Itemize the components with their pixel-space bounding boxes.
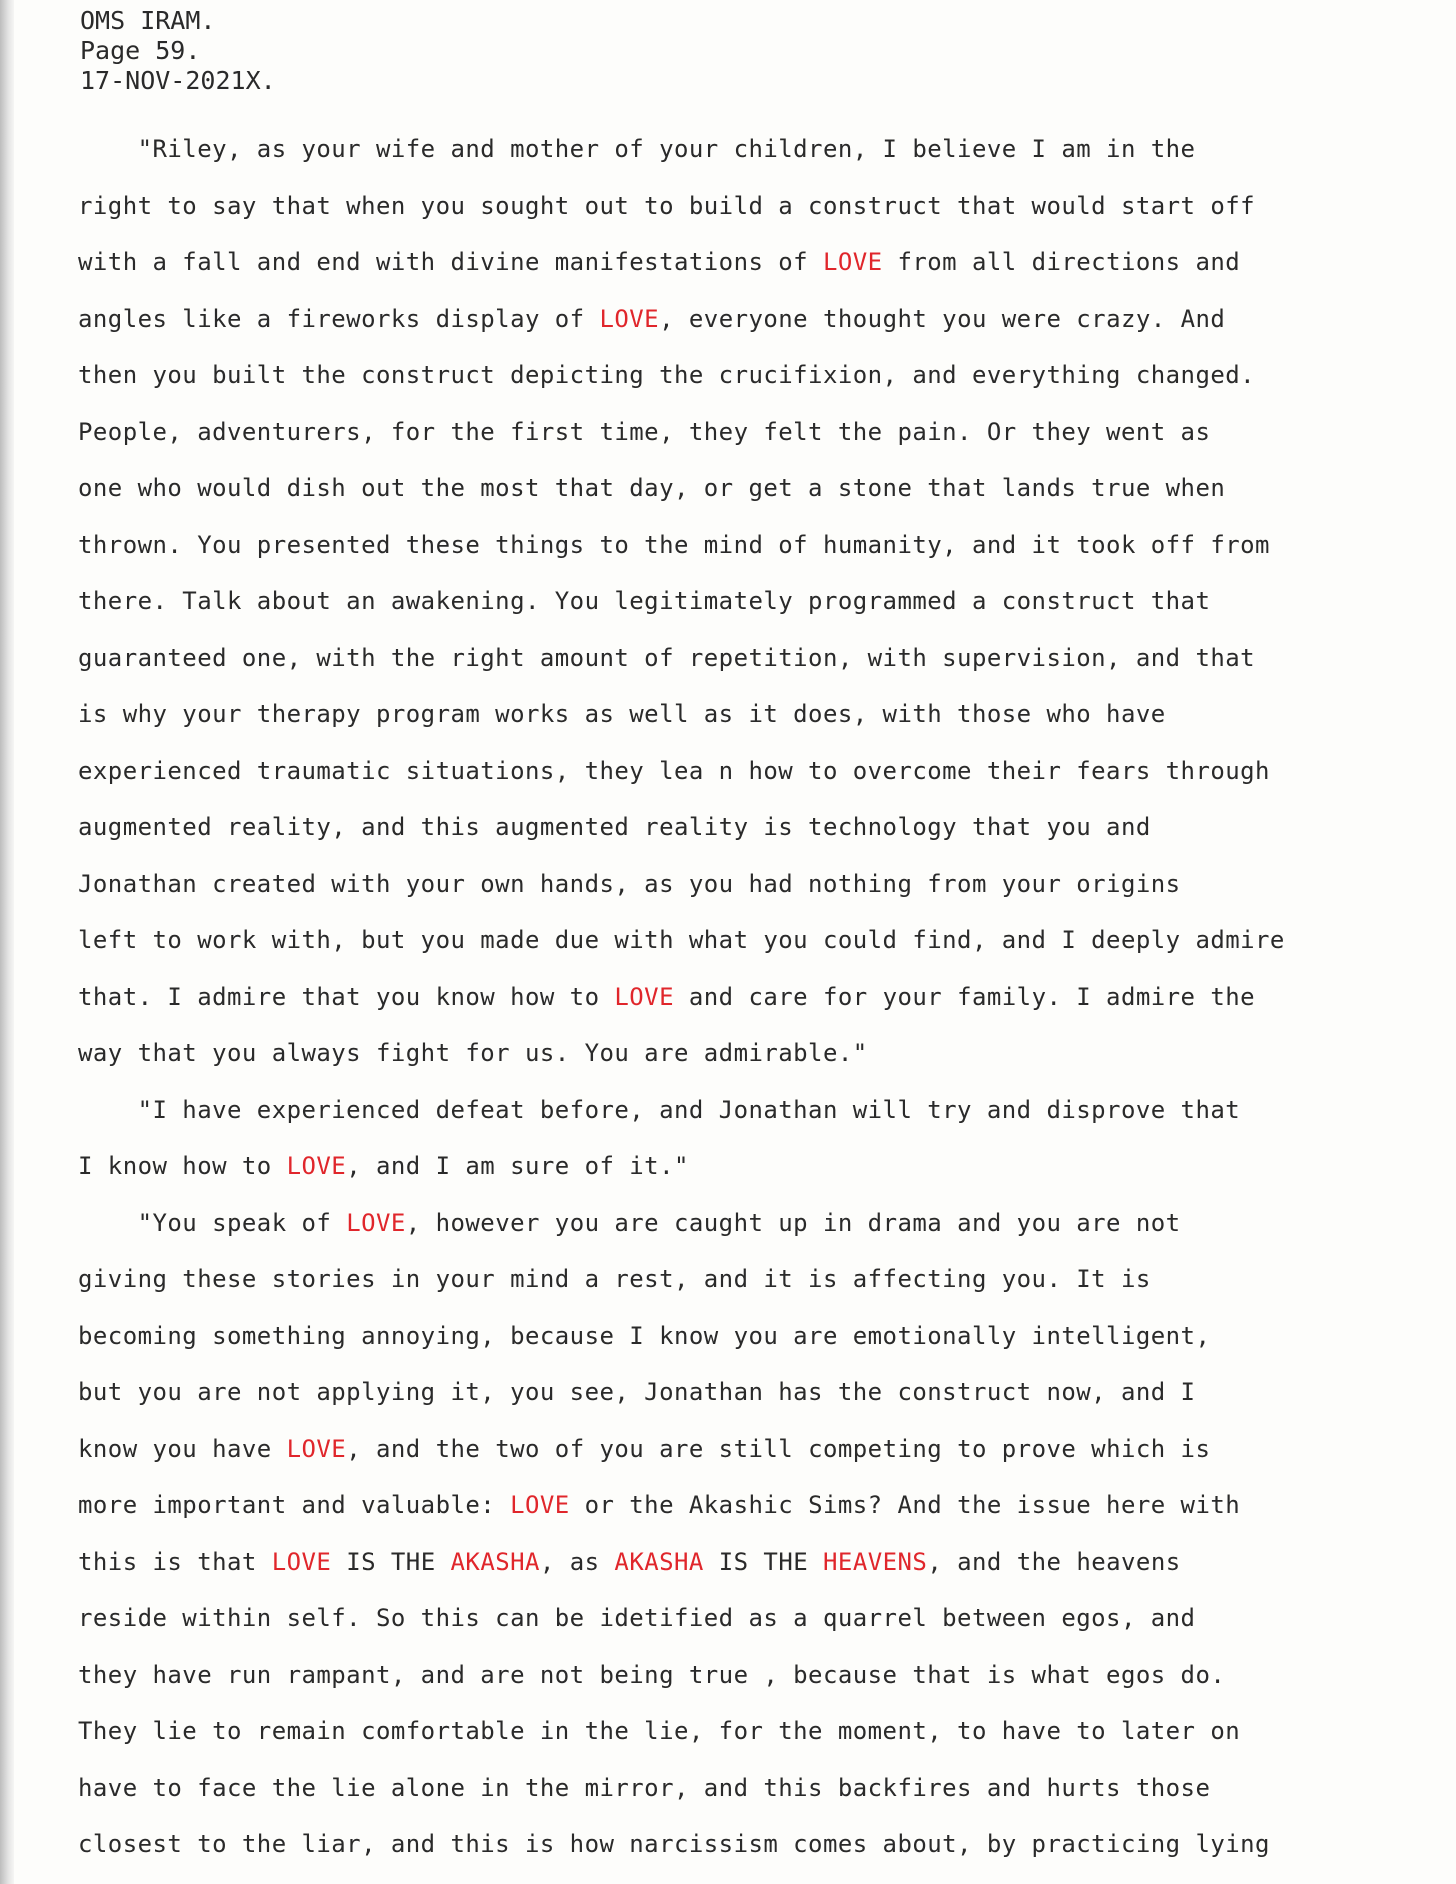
text-line: They lie to remain comfortable in the lie, for the moment, to have to later on: [78, 1717, 1241, 1745]
text-line: reside within self. So this can be idetified as a quarrel between egos, and: [78, 1604, 1196, 1632]
page-left-edge: [0, 0, 14, 1884]
text-line: angles like a fireworks display of LOVE, everyone thought you were crazy. And: [78, 304, 1226, 333]
red-emphasis: AKASHA: [614, 1547, 704, 1576]
text-line: "Riley, as your wife and mother of your children, I believe I am in the: [78, 135, 1196, 163]
text-line: then you built the construct depicting the crucifixion, and everything changed.: [78, 361, 1256, 389]
red-emphasis: LOVE: [346, 1208, 406, 1237]
text-line: there. Talk about an awakening. You legitimately programmed a construct that: [78, 587, 1211, 615]
header-page-number: Page 59.: [80, 36, 201, 65]
text-line: "You speak of LOVE, however you are caught up in drama and you are not: [78, 1208, 1181, 1237]
red-emphasis: LOVE: [599, 304, 660, 333]
text-line: closest to the liar, and this is how narcissism comes about, by practicing lying: [78, 1830, 1270, 1858]
page-header: [80, 6, 276, 96]
text-line: giving these stories in your mind a rest, and it is affecting you. It is: [78, 1265, 1151, 1293]
text-line: experienced traumatic situations, they lea n how to overcome their fears through: [78, 756, 1270, 785]
text-line: one who would dish out the most that day, or get a stone that lands true when: [78, 474, 1226, 502]
text-line: they have run rampant, and are not being true , because that is what egos do.: [78, 1660, 1226, 1689]
text-line: more important and valuable: LOVE or the Akashic Sims? And the issue here with: [78, 1491, 1241, 1519]
text-line: that. I admire that you know how to LOVE and care for your family. I admire the: [78, 982, 1256, 1011]
red-emphasis: AKASHA: [450, 1547, 540, 1576]
text-line: this is that LOVE IS THE AKASHA, as AKASHA IS THE HEAVENS, and the heavens: [78, 1547, 1181, 1576]
page-body: [78, 121, 1450, 1873]
red-emphasis: LOVE: [271, 1547, 332, 1576]
red-emphasis: LOVE: [286, 1152, 347, 1180]
text-line: way that you always fight for us. You are admirable.": [78, 1039, 868, 1067]
text-line: but you are not applying it, you see, Jonathan has the construct now, and I: [78, 1378, 1196, 1406]
text-line: is why your therapy program works as well as it does, with those who have: [78, 700, 1166, 728]
red-emphasis: LOVE: [822, 248, 883, 276]
text-line: know you have LOVE, and the two of you are still competing to prove which is: [78, 1434, 1211, 1463]
red-emphasis: LOVE: [510, 1491, 570, 1519]
text-line: have to face the lie alone in the mirror, and this backfires and hurts those: [78, 1773, 1211, 1802]
text-line: right to say that when you sought out to build a construct that would start off: [78, 191, 1256, 220]
red-emphasis: HEAVENS: [823, 1547, 928, 1576]
text-line: guaranteed one, with the right amount of repetition, with supervision, and that: [78, 643, 1256, 672]
text-line: becoming something annoying, because I know you are emotionally intelligent,: [78, 1321, 1211, 1350]
text-line: "I have experienced defeat before, and Jonathan will try and disprove that: [78, 1095, 1241, 1124]
text-line: with a fall and end with divine manifestations of LOVE from all directions and: [78, 248, 1241, 276]
text-line: Jonathan created with your own hands, as you had nothing from your origins: [78, 869, 1181, 898]
header-date: 17-NOV-2021X.: [80, 66, 276, 95]
text-line: left to work with, but you made due with what you could find, and I deeply admire: [78, 926, 1285, 954]
text-line: I know how to LOVE, and I am sure of it.": [78, 1152, 689, 1180]
text-line: People, adventurers, for the first time, they felt the pain. Or they went as: [78, 417, 1211, 446]
text-line: augmented reality, and this augmented reality is technology that you and: [78, 813, 1151, 841]
header-title: OMS IRAM.: [80, 6, 216, 35]
red-emphasis: LOVE: [286, 1434, 347, 1463]
red-emphasis: LOVE: [614, 982, 674, 1011]
text-line: thrown. You presented these things to the mind of humanity, and it took off from: [78, 530, 1270, 559]
